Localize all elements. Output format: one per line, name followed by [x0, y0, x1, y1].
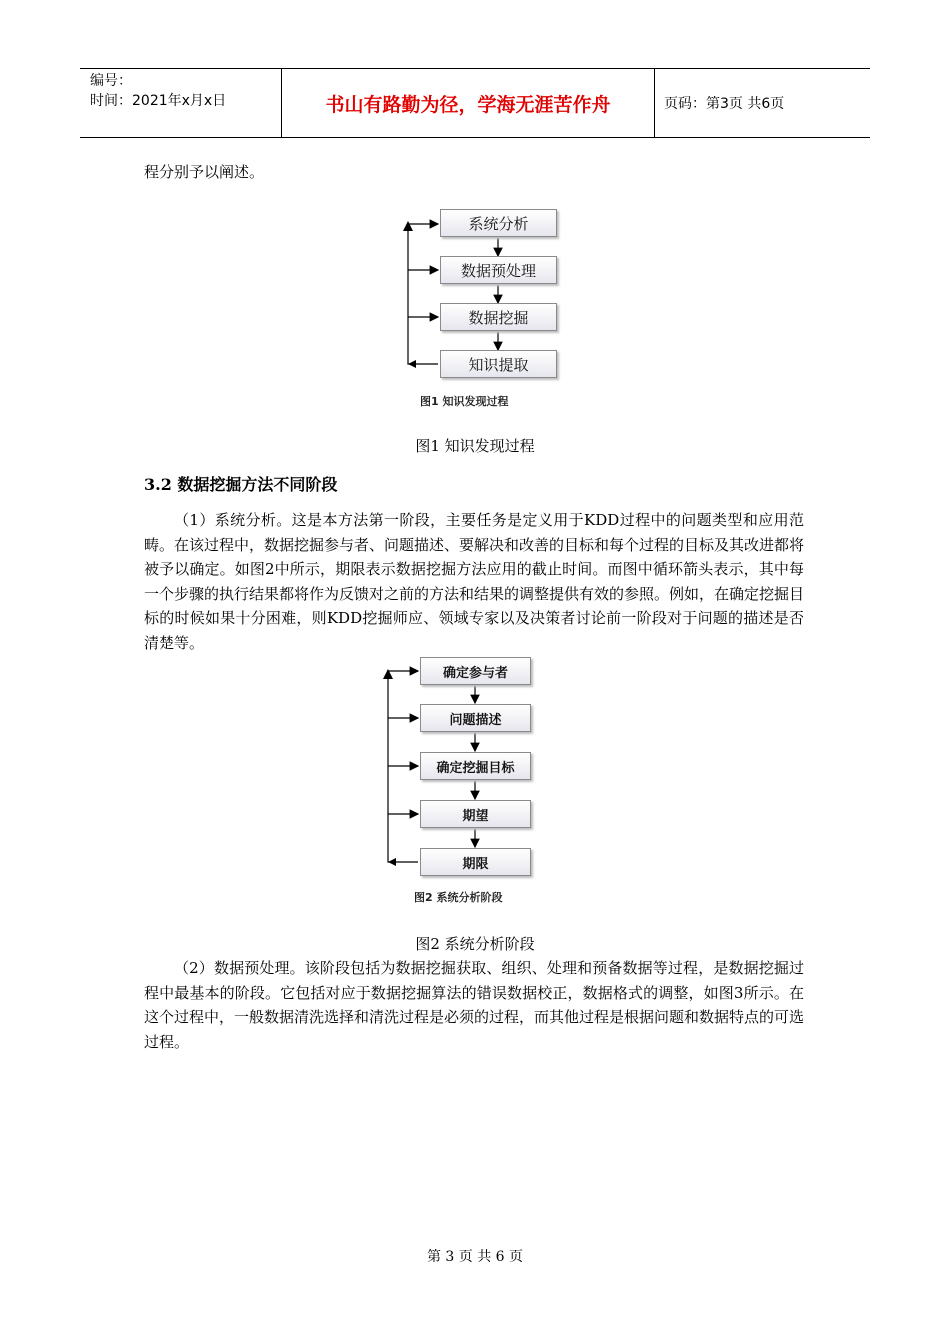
header-divider — [654, 69, 655, 137]
figure-1 — [398, 205, 568, 415]
figure-1-caption: 图1 知识发现过程 — [415, 437, 535, 455]
page-header — [80, 68, 870, 138]
header-page: 页码：第3页 共6页 — [664, 96, 785, 112]
flow-step-expectation: 期望 — [420, 800, 531, 828]
paragraph-1: （1）系统分析。这是本方法第一阶段，主要任务是定义用于KDD过程中的问题类型和应用范畴。在该过程中，数据挖掘参与者、问题描述、要解决和改善的目标和每个过程的目标及其改进都将被予以确定。如图2中所示，期限表示数据挖掘方法应用的截止时间。而图中循环箭头表示，其中每一个步骤的执行结果都将作为反馈对之前的方法和结果的调整提供有效的参照。例如，在确定挖掘目标的时候如果十分困难，则KDD挖掘师应、领域专家以及决策者讨论前一阶段对于问题的描述是否清楚等。 — [144, 511, 805, 652]
header-number: 编号： — [90, 73, 132, 89]
flow-step-deadline: 期限 — [420, 848, 531, 876]
flow-step-identify-participants: 确定参与者 — [420, 657, 531, 685]
header-time: 时间：2021年x月x日 — [90, 93, 227, 109]
page-footer: 第 3 页 共 6 页 — [426, 1249, 524, 1265]
flow-step-problem-description: 问题描述 — [420, 704, 531, 732]
flow-step-system-analysis: 系统分析 — [440, 209, 557, 237]
figure-2 — [378, 655, 548, 905]
figure-1-inline-label: 图1 知识发现过程 — [420, 395, 509, 408]
header-meta — [90, 71, 226, 111]
intro-line: 程分别予以阐述。 — [144, 163, 265, 181]
flow-step-mining-goals: 确定挖掘目标 — [420, 752, 531, 780]
figure-2-inline-label: 图2 系统分析阶段 — [414, 891, 503, 904]
figure-2-caption: 图2 系统分析阶段 — [415, 935, 535, 953]
flow-step-data-mining: 数据挖掘 — [440, 303, 557, 331]
flow-step-data-preprocessing: 数据预处理 — [440, 256, 557, 284]
flow-step-knowledge-extraction: 知识提取 — [440, 350, 557, 378]
section-title: 3.2 数据挖掘方法不同阶段 — [144, 475, 338, 494]
paragraph-2: （2）数据预处理。该阶段包括为数据挖掘获取、组织、处理和预备数据等过程，是数据挖掘过程中最基本的阶段。它包括对应于数据挖掘算法的错误数据校正，数据格式的调整，如图3所示。在这个过程中，一般数据清洗选择和清洗过程是必须的过程，而其他过程是根据问题和数据特点的可选过程。 — [144, 959, 805, 1051]
header-motto: 书山有路勤为径，学海无涯苦作舟 — [325, 93, 611, 116]
